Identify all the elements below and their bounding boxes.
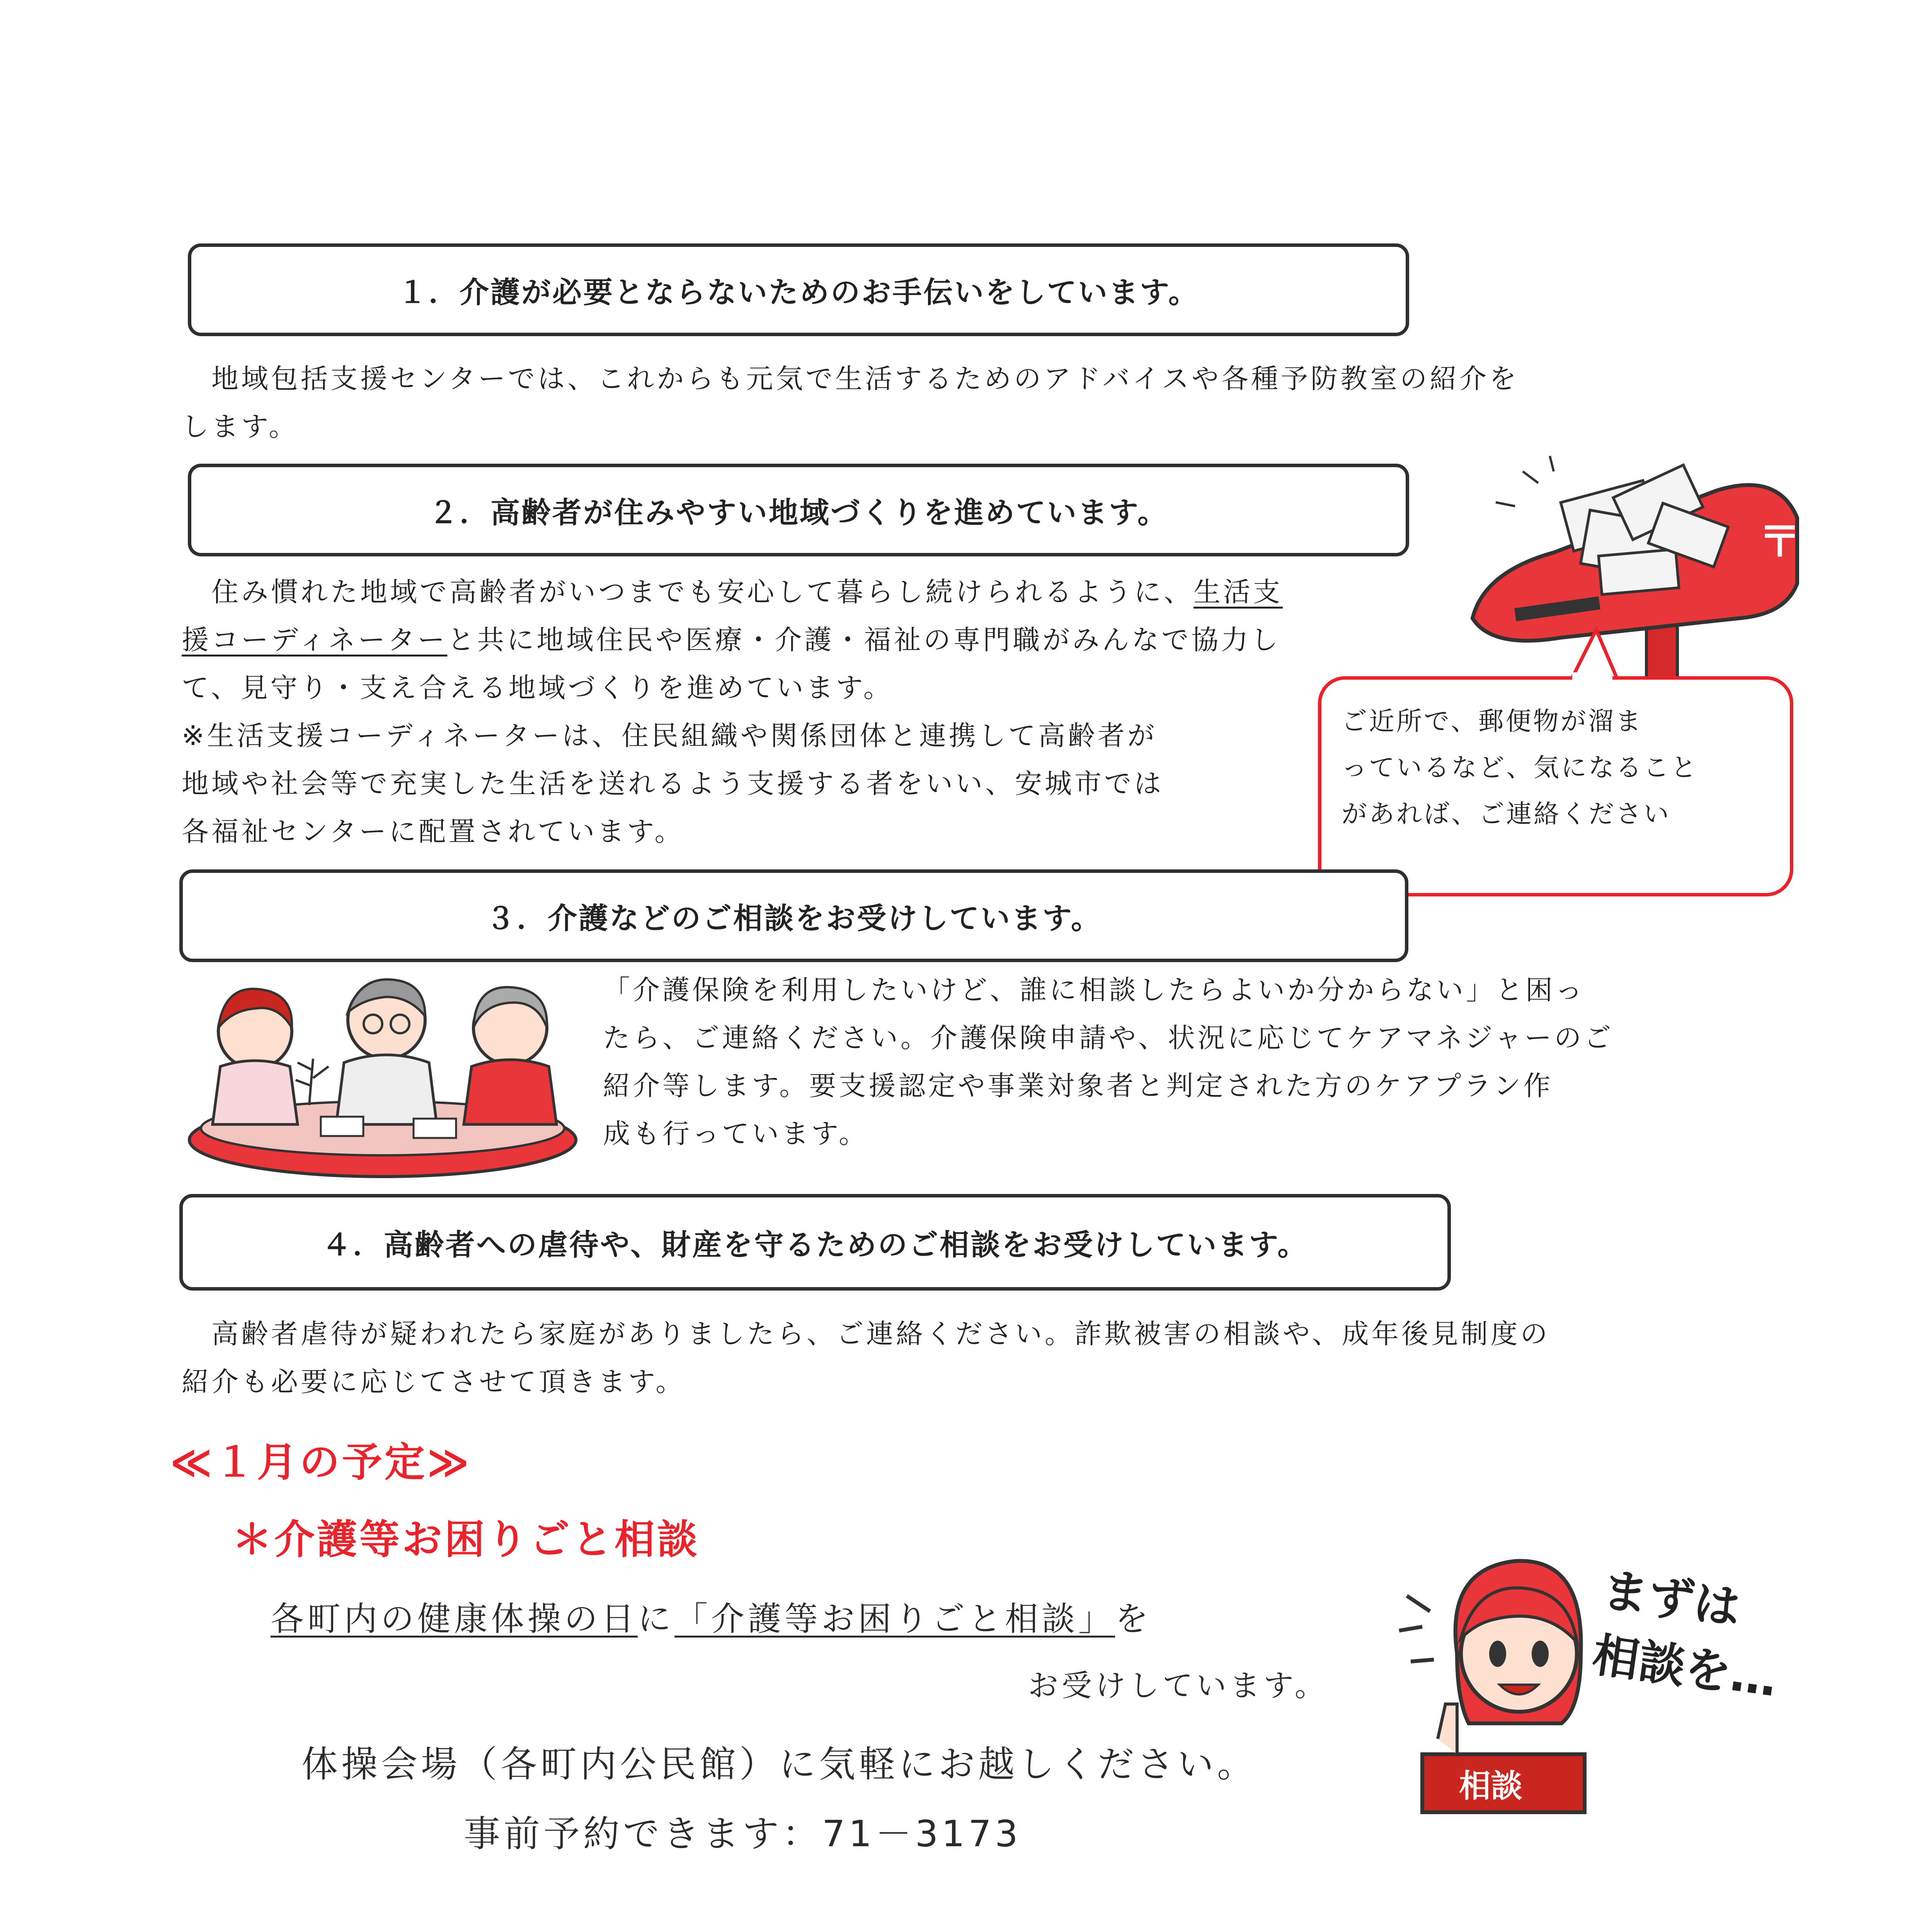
consult-woman-illustration — [1399, 1538, 1781, 1808]
section2-line: て、見守り・支え合える地域づくりを進めています。 — [182, 672, 893, 704]
consult-line4: 事前予約できます：71－3173 — [464, 1813, 1021, 1855]
section3-line: 「介護保険を利用したいけど、誰に相談したらよいか分からない」と困っ — [603, 974, 1585, 1006]
section4-body — [182, 1310, 1728, 1406]
bubble-line: ご近所で、郵便物が溜ま — [1342, 706, 1643, 736]
section2-text: と共に地域住民や医療・介護・福祉の専門職がみんなで協力し — [447, 624, 1281, 656]
section2-line: 各福祉センターに配置されています。 — [182, 816, 684, 847]
bubble-tail-cover — [1572, 672, 1612, 682]
section2-body — [182, 568, 1457, 855]
consult-text: に — [638, 1600, 674, 1638]
desk-label: 相談 — [1459, 1768, 1523, 1804]
consultation-illustration — [182, 970, 587, 1179]
section1-heading: １．介護が必要とならないためのお手伝いをしています。 — [188, 243, 1409, 336]
section2-heading: ２．高齢者が住みやすい地域づくりを進めています。 — [188, 464, 1409, 556]
consult-title: ＊介護等お困りごと相談 — [232, 1516, 700, 1563]
section2-line — [182, 568, 1457, 616]
illustration-caption: まずは相談を… — [1589, 1563, 1781, 1708]
section2-text: 住み慣れた地域で高齢者がいつまでも安心して暮らし続けられるように、 — [182, 576, 1193, 608]
section3-line: 成も行っています。 — [603, 1118, 869, 1150]
section3-line: たら、ご連絡ください。介護保険申請や、状況に応じてケアマネジャーのご — [603, 1022, 1614, 1054]
consult-quoted-title: 「介護等お困りごと相談」 — [674, 1600, 1115, 1638]
section1-line: します。 — [182, 411, 299, 442]
bubble-line: っているなど、気になること — [1342, 753, 1698, 782]
consult-line2: お受けしています。 — [1028, 1668, 1328, 1703]
section2-line: 地域や社会等で充実した生活を送れるよう支援する者をいい、安城市では — [182, 768, 1164, 799]
bubble-line: があれば、ご連絡ください — [1342, 799, 1671, 829]
section3-line: 紹介等します。要支援認定や事業対象者と判定された方のケアプラン作 — [603, 1070, 1553, 1102]
section1-body — [182, 355, 1728, 451]
postal-mark: 〒 — [1759, 517, 1801, 566]
section4-line: 高齢者虐待が疑われたら家庭がありましたら、ご連絡ください。詐欺被害の相談や、成年後見制度の — [182, 1318, 1550, 1350]
section4-heading: ４．高齢者への虐待や、財産を守るためのご相談をお受けしています。 — [179, 1194, 1451, 1291]
consult-line3: 体操会場（各町内公民館）に気軽にお越しください。 — [301, 1743, 1257, 1786]
section2-underlined-term: 援コーディネーター — [182, 624, 448, 656]
section2-line: ※生活支援コーディネーターは、住民組織や関係団体と連携して高齢者が — [182, 720, 1158, 752]
section1-line: 地域包括支援センターでは、これからも元気で生活するためのアドバイスや各種予防教室の紹介を — [182, 363, 1519, 395]
consult-text: を — [1115, 1600, 1152, 1638]
consult-underlined-term: 各町内の健康体操の日 — [271, 1600, 638, 1638]
ncafe-title — [232, 1924, 789, 1932]
consult-line1 — [271, 1592, 1152, 1640]
section2-underlined-term: 生活支 — [1193, 576, 1283, 608]
section3-body — [603, 966, 1724, 1158]
schedule-title: ≪１月の予定≫ — [170, 1439, 472, 1486]
speech-bubble — [1318, 676, 1793, 896]
section3-heading: ３．介護などのご相談をお受けしています。 — [179, 869, 1408, 962]
section4-line: 紹介も必要に応じてさせて頂きます。 — [182, 1366, 686, 1398]
section2-line — [182, 616, 1457, 664]
